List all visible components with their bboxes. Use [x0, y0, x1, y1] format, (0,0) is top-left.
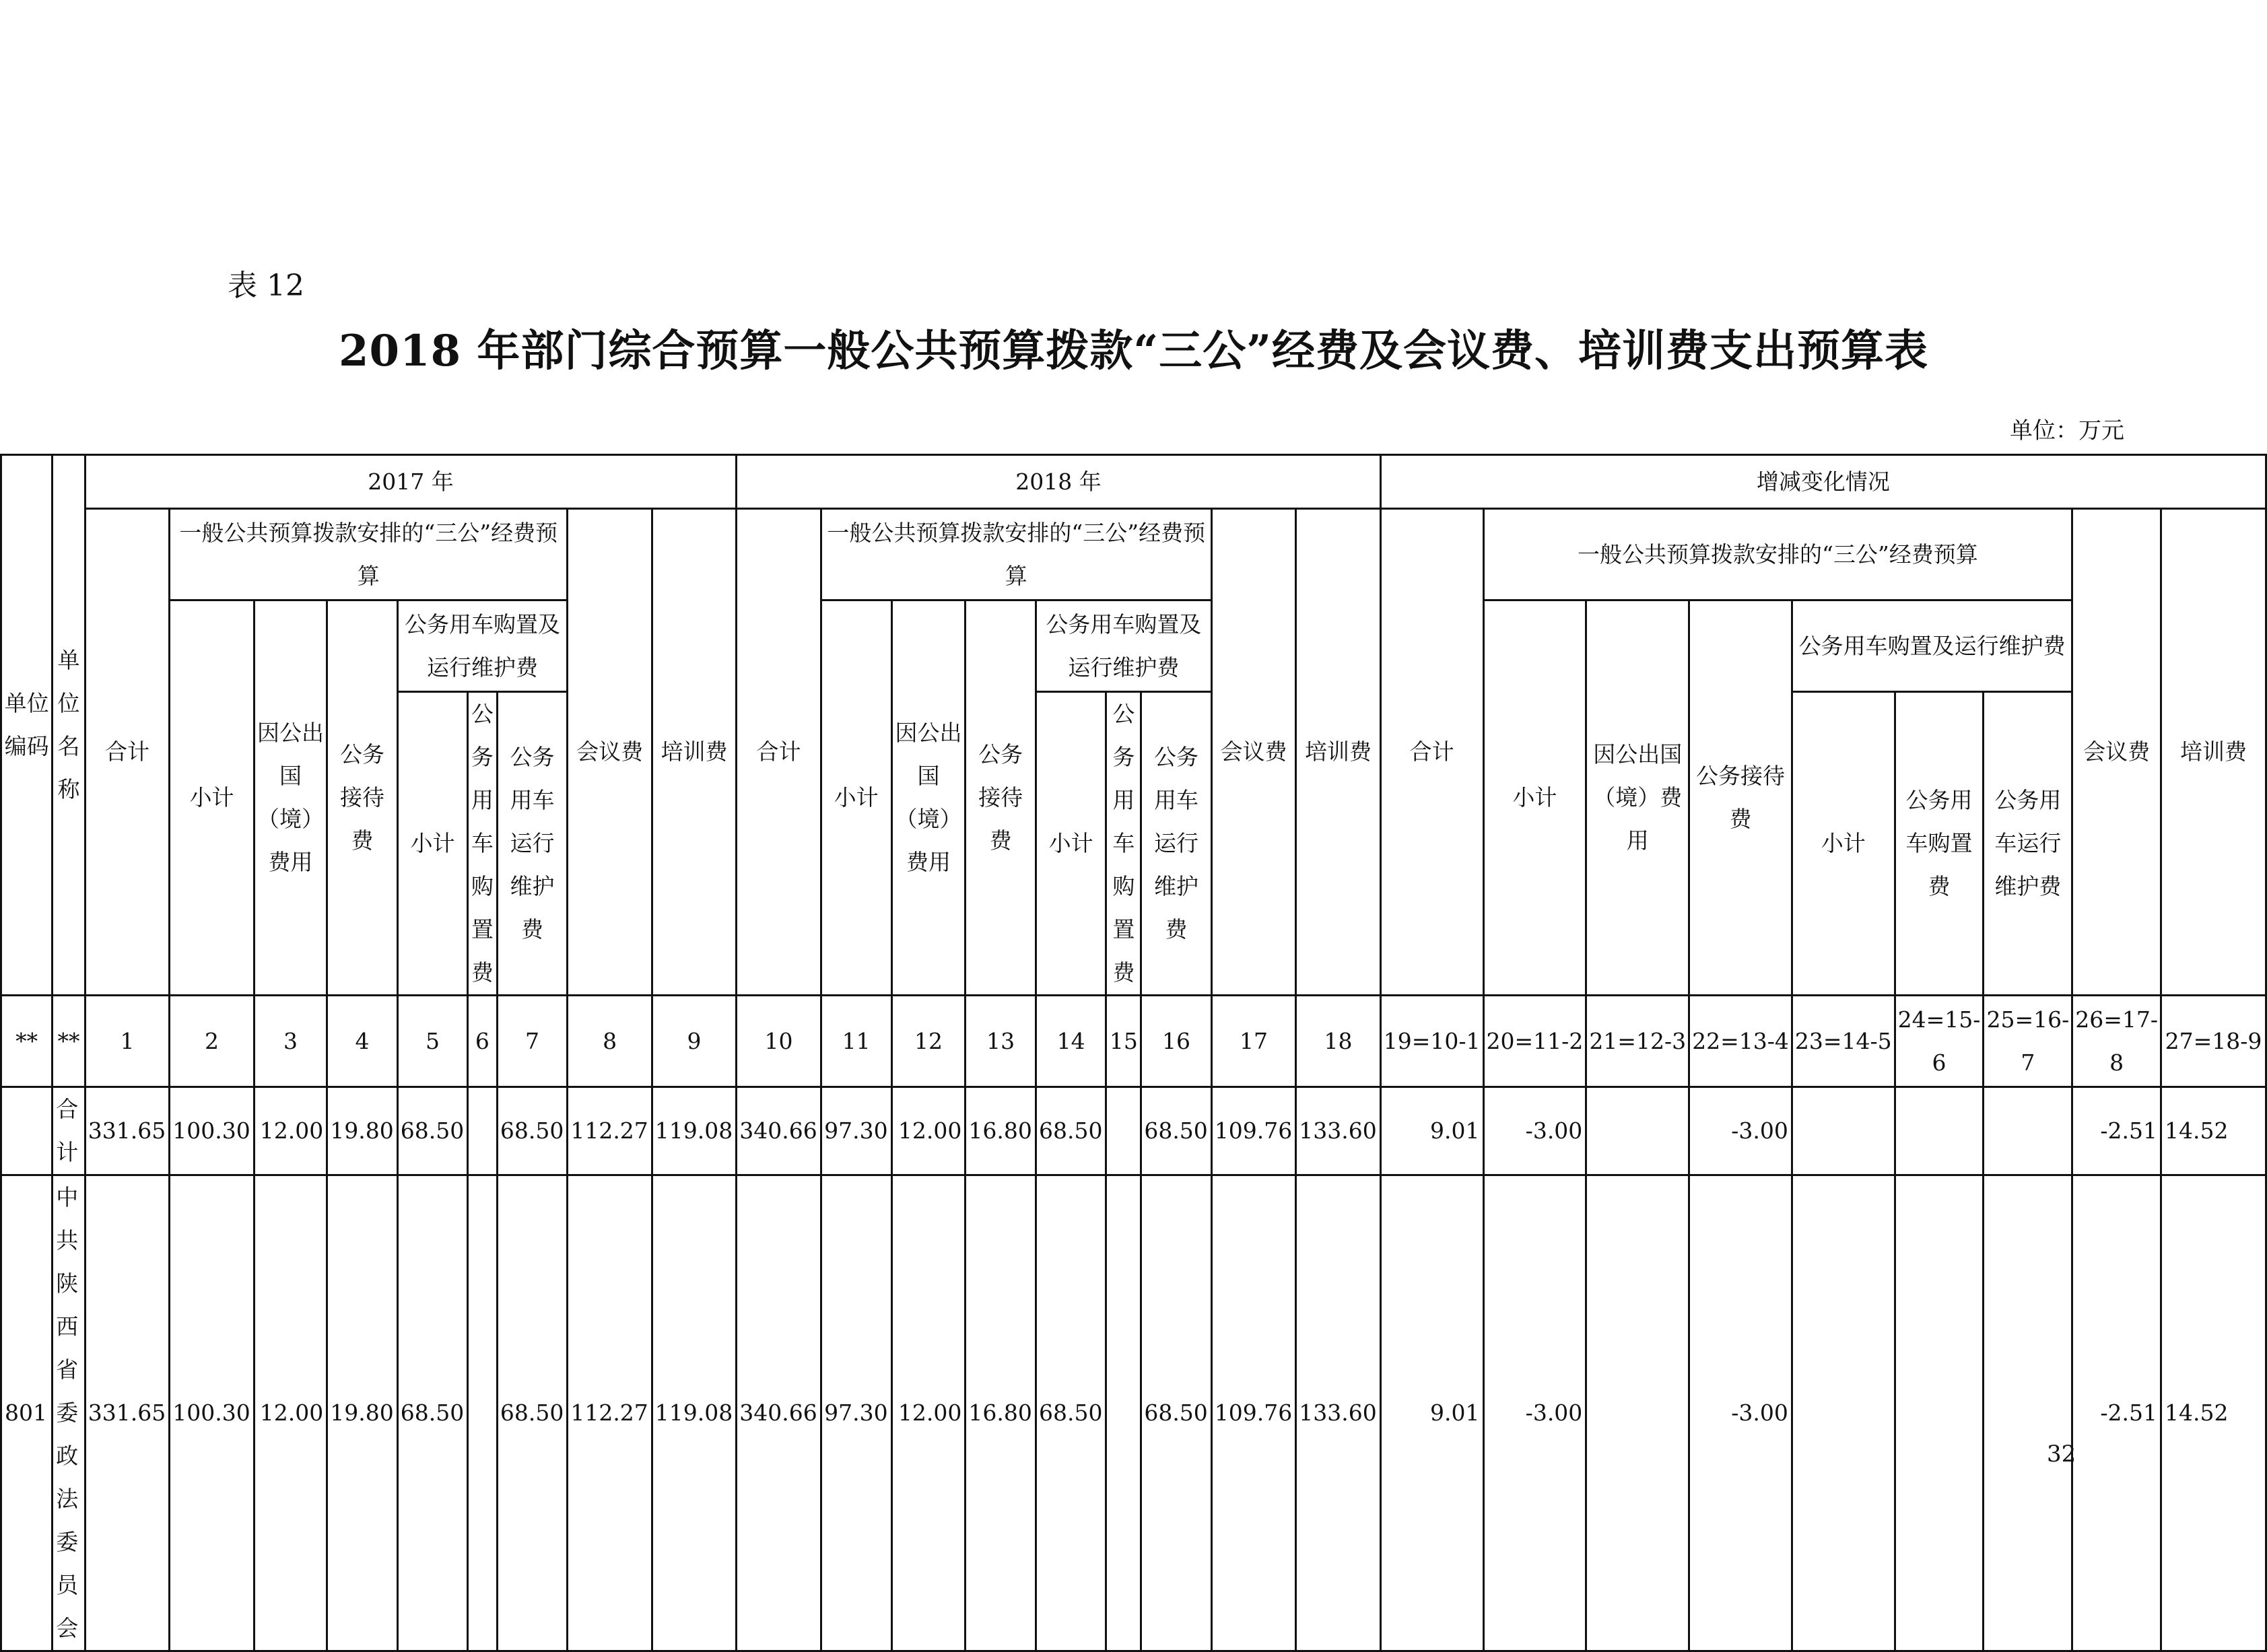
value-cell [1586, 1175, 1689, 1651]
value-cell: 14.52 [2161, 1175, 2266, 1651]
index-cell: 8 [568, 996, 652, 1087]
index-cell: ** [1, 996, 53, 1087]
header-change-abroad: 因公出国（境）费用 [1586, 600, 1689, 996]
value-cell: 68.50 [497, 1175, 568, 1651]
header-2018-veh-operation: 公务用车运行维护费 [1141, 692, 1212, 996]
index-cell: 1 [85, 996, 169, 1087]
row-code [1, 1087, 53, 1175]
unit-label: 单位：万元 [2010, 417, 2124, 444]
table-row-801 [1, 1175, 2266, 1651]
index-cell: 20=11-2 [1483, 996, 1586, 1087]
header-2017-vehicle: 公务用车购置及运行维护费 [397, 600, 568, 692]
index-cell: 16 [1141, 996, 1212, 1087]
value-cell [1106, 1175, 1141, 1651]
value-cell: 19.80 [327, 1087, 397, 1175]
index-cell: 25=16-7 [1984, 996, 2072, 1087]
value-cell: 97.30 [821, 1087, 891, 1175]
header-2018-veh-purchase: 公务用车购置费 [1106, 692, 1141, 996]
value-cell: 133.60 [1296, 1087, 1380, 1175]
index-cell: 18 [1296, 996, 1380, 1087]
value-cell [468, 1087, 497, 1175]
header-2018-meeting: 会议费 [1211, 509, 1295, 996]
header-2017-meeting: 会议费 [568, 509, 652, 996]
value-cell: 119.08 [652, 1087, 736, 1175]
header-change-training: 培训费 [2161, 509, 2266, 996]
value-cell: -3.00 [1689, 1087, 1792, 1175]
value-cell [1984, 1087, 2072, 1175]
value-cell: 68.50 [1036, 1175, 1106, 1651]
header-row-years [1, 455, 2266, 509]
index-cell: 3 [254, 996, 327, 1087]
value-cell: 68.50 [397, 1087, 467, 1175]
header-2017-veh-purchase: 公务用车购置费 [468, 692, 497, 996]
index-cell: 21=12-3 [1586, 996, 1689, 1087]
index-cell: 26=17-8 [2072, 996, 2161, 1087]
value-cell [1792, 1175, 1895, 1651]
header-2017-subtotal: 小计 [170, 600, 254, 996]
value-cell: -2.51 [2072, 1175, 2161, 1651]
index-cell: 9 [652, 996, 736, 1087]
value-cell [1895, 1087, 1984, 1175]
value-cell: 68.50 [497, 1087, 568, 1175]
header-2017-abroad: 因公出国（境）费用 [254, 600, 327, 996]
value-cell [1106, 1087, 1141, 1175]
index-cell: 12 [891, 996, 966, 1087]
value-cell: 109.76 [1211, 1087, 1295, 1175]
header-2018-sangong: 一般公共预算拨款安排的“三公”经费预算 [821, 509, 1211, 600]
index-cell: 10 [737, 996, 821, 1087]
value-cell: 9.01 [1380, 1175, 1483, 1651]
header-change-sangong: 一般公共预算拨款安排的“三公”经费预算 [1483, 509, 2072, 600]
value-cell: 14.52 [2161, 1087, 2266, 1175]
value-cell [468, 1175, 497, 1651]
header-change-subtotal: 小计 [1483, 600, 1586, 996]
value-cell: 16.80 [966, 1175, 1036, 1651]
header-2018-vehicle: 公务用车购置及运行维护费 [1036, 600, 1211, 692]
header-change-meeting: 会议费 [2072, 509, 2161, 996]
value-cell: 12.00 [891, 1175, 966, 1651]
value-cell: 68.50 [1141, 1175, 1212, 1651]
header-2018-training: 培训费 [1296, 509, 1380, 996]
value-cell [1586, 1087, 1689, 1175]
header-row-vehicle [1, 600, 2266, 692]
value-cell: -3.00 [1483, 1175, 1586, 1651]
header-change-veh-operation: 公务用车运行维护费 [1984, 692, 2072, 996]
header-2018-reception: 公务接待费 [966, 600, 1036, 996]
index-row [1, 996, 2266, 1087]
header-2017-total: 合计 [85, 509, 169, 996]
index-cell: 5 [397, 996, 467, 1087]
header-change: 增减变化情况 [1380, 455, 2266, 509]
value-cell [1792, 1087, 1895, 1175]
index-cell: 17 [1211, 996, 1295, 1087]
value-cell [1895, 1175, 1984, 1651]
header-2017-training: 培训费 [652, 509, 736, 996]
table-number: 表 12 [228, 269, 304, 303]
value-cell: -3.00 [1483, 1087, 1586, 1175]
value-cell: 68.50 [397, 1175, 467, 1651]
header-year-2017: 2017 年 [85, 455, 737, 509]
index-cell: 23=14-5 [1792, 996, 1895, 1087]
row-name: 合计 [53, 1087, 86, 1175]
value-cell: 68.50 [1036, 1087, 1106, 1175]
index-cell: 27=18-9 [2161, 996, 2266, 1087]
header-change-vehicle: 公务用车购置及运行维护费 [1792, 600, 2072, 692]
value-cell: 112.27 [568, 1175, 652, 1651]
index-cell: 22=13-4 [1689, 996, 1792, 1087]
value-cell: 100.30 [170, 1087, 254, 1175]
index-cell: 7 [497, 996, 568, 1087]
header-2018-abroad: 因公出国（境）费用 [891, 600, 966, 996]
header-change-total: 合计 [1380, 509, 1483, 996]
value-cell: -3.00 [1689, 1175, 1792, 1651]
index-cell: 24=15-6 [1895, 996, 1984, 1087]
header-2018-subtotal: 小计 [821, 600, 891, 996]
index-cell: 6 [468, 996, 497, 1087]
value-cell: 12.00 [891, 1087, 966, 1175]
value-cell: 331.65 [85, 1175, 169, 1651]
value-cell: -2.51 [2072, 1087, 2161, 1175]
header-change-veh-purchase: 公务用车购置费 [1895, 692, 1984, 996]
header-2018-total: 合计 [737, 509, 821, 996]
value-cell: 340.66 [737, 1175, 821, 1651]
value-cell: 331.65 [85, 1087, 169, 1175]
row-name: 中共陕西省委政法委员会 [53, 1175, 86, 1651]
value-cell: 12.00 [254, 1175, 327, 1651]
value-cell [1984, 1175, 2072, 1651]
header-unit-name: 单位名称 [53, 455, 86, 996]
header-2018-veh-subtotal: 小计 [1036, 692, 1106, 996]
index-cell: 2 [170, 996, 254, 1087]
table-row-total [1, 1087, 2266, 1175]
value-cell: 12.00 [254, 1087, 327, 1175]
index-cell: 19=10-1 [1380, 996, 1483, 1087]
page-number: 32 [2047, 1441, 2076, 1468]
header-change-reception: 公务接待费 [1689, 600, 1792, 996]
index-cell: 4 [327, 996, 397, 1087]
header-2017-sangong: 一般公共预算拨款安排的“三公”经费预算 [170, 509, 568, 600]
header-row-sangong [1, 509, 2266, 600]
value-cell: 16.80 [966, 1087, 1036, 1175]
value-cell: 109.76 [1211, 1175, 1295, 1651]
value-cell: 9.01 [1380, 1087, 1483, 1175]
value-cell: 68.50 [1141, 1087, 1212, 1175]
header-unit-code: 单位编码 [1, 455, 53, 996]
index-cell: 11 [821, 996, 891, 1087]
value-cell: 133.60 [1296, 1175, 1380, 1651]
value-cell: 340.66 [737, 1087, 821, 1175]
row-code: 801 [1, 1175, 53, 1651]
index-cell: 14 [1036, 996, 1106, 1087]
value-cell: 19.80 [327, 1175, 397, 1651]
header-2017-reception: 公务接待费 [327, 600, 397, 996]
header-year-2018: 2018 年 [737, 455, 1380, 509]
index-cell: ** [53, 996, 86, 1087]
index-cell: 13 [966, 996, 1036, 1087]
value-cell: 97.30 [821, 1175, 891, 1651]
header-change-veh-subtotal: 小计 [1792, 692, 1895, 996]
document-title: 2018 年部门综合预算一般公共预算拨款“三公”经费及会议费、培训费支出预算表 [338, 326, 1929, 376]
value-cell: 119.08 [652, 1175, 736, 1651]
value-cell: 100.30 [170, 1175, 254, 1651]
value-cell: 112.27 [568, 1087, 652, 1175]
header-2017-veh-operation: 公务用车运行维护费 [497, 692, 568, 996]
budget-table [0, 454, 2267, 1652]
header-2017-veh-subtotal: 小计 [397, 692, 467, 996]
index-cell: 15 [1106, 996, 1141, 1087]
